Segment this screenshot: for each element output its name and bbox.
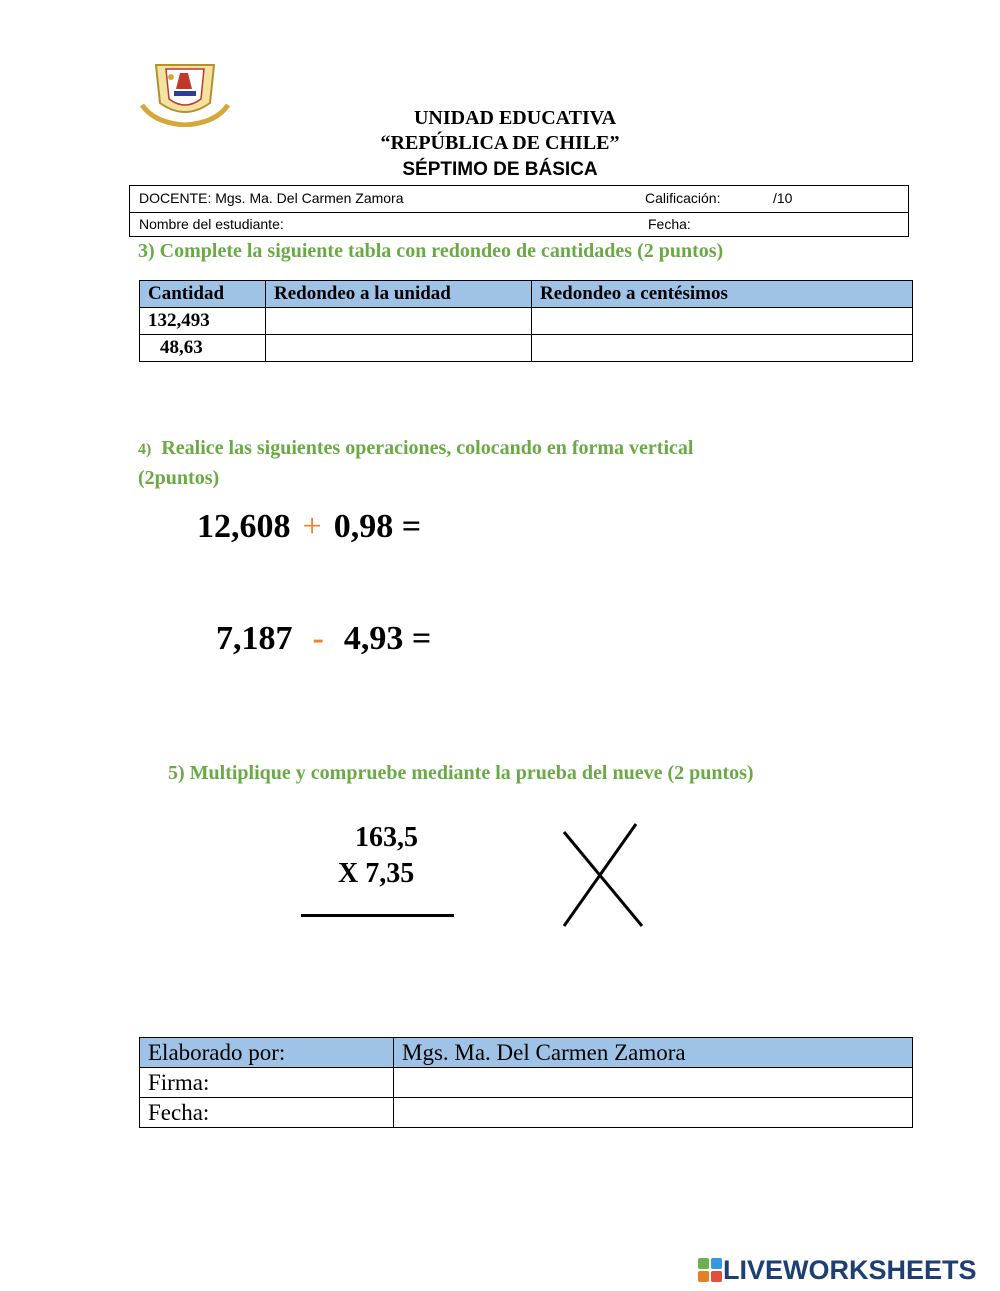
operation-subtraction [216, 620, 431, 658]
signature-label: Firma: [140, 1068, 394, 1098]
operand-a: 7,187 [216, 620, 293, 657]
date-value[interactable] [394, 1098, 913, 1128]
table-row [140, 335, 913, 362]
cell-cantidad: 48,63 [140, 335, 266, 362]
question-4-number: 4) [138, 441, 152, 458]
operand-b: 0,98 = [333, 508, 422, 545]
credits-row-date [140, 1098, 913, 1128]
school-name-line1: UNIDAD EDUCATIVA [413, 107, 617, 129]
rounding-table [139, 280, 913, 362]
minus-sign: - [312, 620, 324, 657]
operand-b: 4,93 = [343, 620, 432, 657]
liveworksheets-brand [697, 1255, 977, 1285]
author-value: Mgs. Ma. Del Carmen Zamora [394, 1038, 913, 1068]
liveworksheets-logo-icon [697, 1257, 723, 1283]
cell-cantidad: 132,493 [140, 308, 266, 335]
credits-table [139, 1037, 913, 1128]
info-box [129, 185, 909, 237]
plus-sign: + [302, 508, 322, 545]
question-4-text: Realice las siguientes operaciones, colocando en forma vertical [161, 437, 694, 459]
operand-a: 12,608 [197, 508, 291, 545]
header-cantidad: Cantidad [140, 281, 266, 308]
info-row-teacher [130, 186, 908, 213]
answer-cell-centesimos[interactable] [532, 335, 913, 362]
author-label: Elaborado por: [140, 1038, 394, 1068]
credits-row-author [140, 1038, 913, 1068]
answer-cell-unidad[interactable] [266, 335, 532, 362]
table-row [140, 308, 913, 335]
date-label[interactable]: Fecha: [648, 216, 691, 232]
multiplier: X 7,35 [338, 858, 415, 889]
student-name-label[interactable]: Nombre del estudiante: [139, 216, 284, 232]
multiplicand: 163,5 [355, 822, 418, 853]
school-name-line2: “REPÚBLICA DE CHILE” [380, 132, 620, 154]
question-4-title [138, 434, 838, 492]
info-row-student [130, 212, 908, 238]
question-3-title: 3) Complete la siguiente tabla con redondeo de cantidades (2 puntos) [138, 240, 724, 262]
date-label: Fecha: [140, 1098, 394, 1128]
credits-row-signature [140, 1068, 913, 1098]
answer-cell-unidad[interactable] [266, 308, 532, 335]
operation-addition [197, 508, 421, 546]
nines-proof-cross[interactable] [560, 822, 646, 930]
table-header-row [140, 281, 913, 308]
header-redondeo-unidad: Redondeo a la unidad [266, 281, 532, 308]
header-redondeo-centesimos: Redondeo a centésimos [532, 281, 913, 308]
signature-value[interactable] [394, 1068, 913, 1098]
teacher-label: DOCENTE: Mgs. Ma. Del Carmen Zamora [139, 190, 404, 206]
grade-score-label: Calificación: [645, 190, 721, 206]
grade-title: SÉPTIMO DE BÁSICA [402, 159, 598, 180]
question-5-title: 5) Multiplique y compruebe mediante la prueba del nueve (2 puntos) [168, 762, 754, 784]
grade-score-value[interactable]: /10 [773, 190, 793, 206]
answer-cell-centesimos[interactable] [532, 308, 913, 335]
result-line [301, 914, 454, 917]
question-4-points: (2puntos) [138, 467, 220, 489]
brand-text: LIVEWORKSHEETS [723, 1254, 977, 1285]
